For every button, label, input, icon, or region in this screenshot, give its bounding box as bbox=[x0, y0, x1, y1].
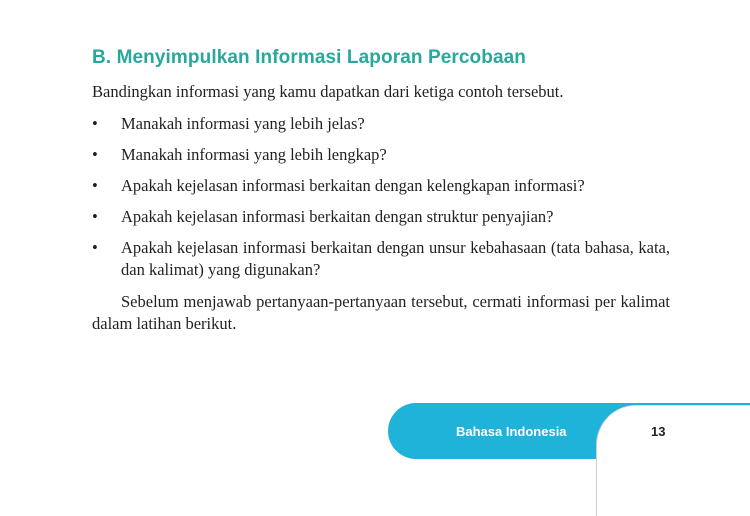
intro-paragraph: Bandingkan informasi yang kamu dapatkan dari ketiga contoh tersebut. bbox=[92, 82, 564, 101]
section-heading: B. Menyimpulkan Informasi Laporan Percobaan bbox=[92, 47, 527, 68]
bullet-icon: • bbox=[92, 114, 98, 133]
list-item-text: Manakah informasi yang lebih lengkap? bbox=[121, 145, 387, 164]
bullet-icon: • bbox=[92, 176, 98, 195]
bullet-icon: • bbox=[92, 207, 98, 226]
page-number-tab bbox=[596, 405, 750, 516]
bullet-icon: • bbox=[92, 238, 98, 257]
bullet-icon: • bbox=[92, 145, 98, 164]
page-number: 13 bbox=[651, 424, 666, 439]
list-item-text: Apakah kejelasan informasi berkaitan dengan unsur kebahasaan (tata bahasa, kata, dan kalimat) yang digunakan? bbox=[121, 238, 670, 279]
list-item-text: Manakah informasi yang lebih jelas? bbox=[121, 114, 365, 133]
closing-paragraph: Sebelum menjawab pertanyaan-pertanyaan tersebut, cermati informasi per kalimat dalam latihan berikut. bbox=[92, 292, 670, 333]
list-item-text: Apakah kejelasan informasi berkaitan dengan struktur penyajian? bbox=[121, 207, 554, 226]
footer-subject-label: Bahasa Indonesia bbox=[456, 424, 567, 439]
list-item-text: Apakah kejelasan informasi berkaitan dengan kelengkapan informasi? bbox=[121, 176, 585, 195]
